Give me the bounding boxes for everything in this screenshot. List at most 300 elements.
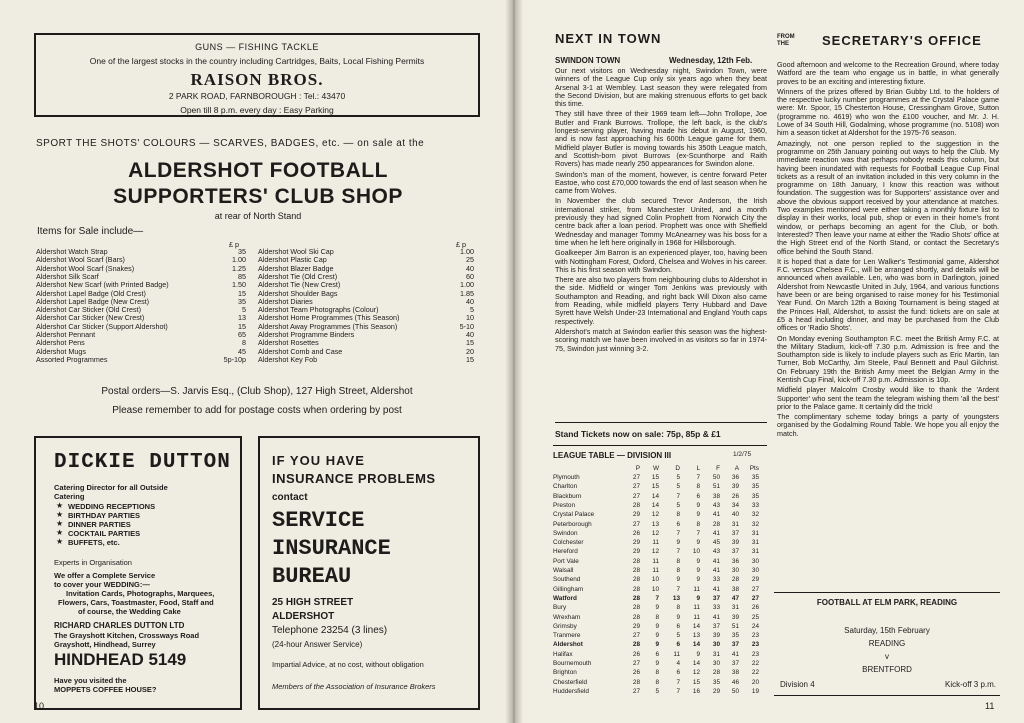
shop-item-name: Aldershot Tie (Old Crest) [258, 271, 338, 281]
table-cell: 29 [712, 687, 720, 695]
shop-item-price: 20 [466, 346, 474, 356]
elm-park-title: FOOTBALL AT ELM PARK, READING [816, 598, 958, 607]
dickie-visit-1: Have you visited the [54, 676, 127, 685]
dickie-offer-3: Invitation Cards, Photographs, Marquees, [66, 589, 215, 598]
match-date: Wednesday, 12th Feb. [669, 56, 753, 65]
shop-item-price: 1.00 [460, 280, 474, 290]
table-cell: 37 [712, 622, 720, 630]
shop-title [36, 158, 480, 210]
table-cell: 8 [655, 669, 659, 677]
insurance-town: ALDERSHOT [272, 611, 335, 622]
article-paragraph: Midfield player Malcolm Crosby would like to thank the 'Ardent Supporter' who sent the team the telegram wishing them 'all the best' prior to the Palace game. It certainly did the trick! [777, 385, 999, 411]
from-label: FROM [777, 34, 795, 40]
table-cell: 7 [655, 594, 659, 602]
shop-item-price: 15 [238, 288, 246, 298]
table-team: Plymouth [553, 474, 580, 481]
table-cell: 39 [731, 483, 739, 491]
shop-item-price: 1.00 [460, 247, 474, 256]
dickie-service: WEDDING RECEPTIONS [68, 502, 156, 511]
shop-item-name: Aldershot Away Programmes (This Season) [258, 321, 398, 331]
star-icon: ★ [56, 528, 64, 537]
table-cell: 9 [696, 567, 700, 574]
table-cell: 14 [651, 492, 659, 500]
table-cell: 38 [731, 585, 739, 593]
table-cell: 37 [731, 548, 739, 556]
table-cell: 13 [651, 520, 659, 528]
table-cell: 33 [712, 576, 720, 584]
advert-address: 2 PARK ROAD, FARNBOROUGH : Tel.: 43470 [168, 91, 346, 101]
table-cell: 4 [676, 660, 680, 667]
table-cell: 47 [731, 594, 739, 602]
table-cell: 28 [712, 520, 720, 528]
table-cell: 11 [652, 539, 659, 547]
dickie-address-2: Grayshott, Hindhead, Surrey [54, 640, 156, 649]
table-cell: 15 [651, 483, 659, 491]
table-team: Huddersfield [553, 687, 589, 695]
table-cell: 27 [632, 483, 640, 491]
raison-bros-advert [34, 33, 480, 117]
table-cell: 23 [751, 641, 759, 649]
table-cell: 28 [632, 501, 640, 509]
table-cell: 51 [731, 622, 739, 630]
table-cell: 14 [692, 660, 700, 667]
price-header-left: £ p [229, 240, 239, 249]
article-paragraph: They still have three of their 1969 team left—John Trollope, Joe Butler and Frank Burrows. Trollope, the left back, is the club's longest-serving player, having made his debut in August, 1960, and is now fast approaching his 600th League game for them. Midfield player Butler is moving towards his 350th League match, and Scottish-born pivot Burrows (ex-Scunthorpe and Raith Rovers) has made nearly 250 appearances for Swindon alone. [555, 109, 767, 169]
dickie-subtitle-1: Catering Director for all Outside [54, 483, 168, 492]
table-cell: 35 [751, 474, 759, 481]
table-cell: 35 [712, 678, 720, 686]
table-cell: 8 [696, 483, 700, 491]
table-team: Wrexham [553, 613, 581, 621]
table-cell: 7 [676, 678, 680, 686]
elm-park-division: Division 4 [780, 680, 815, 689]
table-cell: 33 [712, 604, 720, 612]
table-cell: 50 [712, 474, 720, 481]
table-cell: 29 [632, 548, 640, 556]
table-cell: 41 [712, 557, 720, 565]
table-cell: 30 [751, 557, 759, 565]
table-header: Pts [749, 465, 759, 472]
table-cell: 30 [712, 660, 720, 667]
insurance-advice: Impartial Advice, at no cost, without obligation [272, 660, 424, 669]
table-cell: 6 [676, 641, 680, 649]
table-team: Charlton [553, 483, 578, 491]
shop-item-name: Aldershot New Scarf (with Printed Badge) [36, 280, 169, 290]
table-cell: 26 [632, 669, 640, 677]
table-cell: 37 [731, 641, 739, 649]
table-cell: 31 [712, 650, 720, 658]
insurance-name-2: INSURANCE [272, 536, 391, 561]
shop-item-name: Aldershot Watch Strap [36, 247, 108, 256]
shop-item-price: 65 [238, 330, 246, 339]
table-cell: 12 [651, 511, 659, 519]
page-gutter [505, 0, 523, 723]
league-table-date: 1/2/75 [733, 451, 752, 458]
shop-item-name: Aldershot Comb and Case [258, 346, 343, 356]
price-header-right: £ p [456, 240, 466, 249]
table-cell: 5 [676, 474, 680, 481]
table-cell: 9 [696, 576, 700, 584]
insurance-contact: contact [272, 492, 308, 503]
stand-tickets: Stand Tickets now on sale: 75p, 85p & £1 [555, 429, 721, 439]
next-in-town-article [555, 67, 767, 355]
table-cell: 9 [655, 604, 659, 612]
elm-park-vs: v [885, 652, 889, 661]
table-cell: 32 [751, 520, 759, 528]
table-cell: 5 [676, 632, 680, 640]
table-cell: 34 [731, 501, 739, 509]
table-cell: 8 [676, 604, 680, 612]
table-cell: 7 [676, 687, 680, 695]
table-team: Hereford [553, 548, 578, 556]
table-cell: 7 [676, 492, 680, 500]
shop-title-line-1: ALDERSHOT FOOTBALL [128, 159, 388, 182]
shop-item-name: Assorted Programmes [36, 354, 108, 364]
table-cell: 12 [692, 669, 700, 677]
table-cell: 5 [655, 687, 659, 695]
shop-item-price: 40 [466, 263, 474, 273]
match-team: SWINDON TOWN [555, 56, 621, 65]
table-cell: 27 [632, 492, 640, 500]
table-cell: 6 [655, 650, 659, 658]
shop-item-price: 5 [242, 305, 246, 315]
table-cell: 26 [751, 604, 759, 612]
page-number-right: 11 [985, 701, 995, 711]
dickie-dutton-advert [34, 436, 242, 710]
shop-item-price: 5-10 [459, 321, 474, 331]
table-cell: 41 [712, 585, 720, 593]
table-cell: 39 [731, 613, 739, 621]
elm-park-notice [774, 592, 1000, 696]
article-paragraph: Swindon's man of the moment, however, is centre forward Peter Eastoe, who cost £70,000 towards the end of last season when he came from Wolves. [555, 169, 767, 196]
table-cell: 28 [731, 576, 739, 584]
next-in-town-heading: NEXT IN TOWN [555, 31, 662, 46]
shop-item-name: Aldershot Car Sticker (New Crest) [36, 313, 145, 323]
table-cell: 6 [676, 520, 680, 528]
table-cell: 51 [712, 483, 720, 491]
article-paragraph: Goalkeeper Jim Barron is an experienced player, too, having been with Nottingham Forest, Oxford, Chelsea and Wolves in his career. This is his first season with Swindon. [555, 248, 767, 274]
dickie-service: COCKTAIL PARTIES [68, 529, 141, 538]
dickie-service: BUFFETS, etc. [68, 538, 120, 547]
table-cell: 33 [751, 501, 759, 509]
elm-park-date: Saturday, 15th February [844, 626, 930, 635]
shop-item-name: Aldershot Wool Ski Cap [258, 247, 334, 256]
shop-item-name: Aldershot Mugs [36, 346, 86, 356]
table-cell: 12 [651, 529, 659, 537]
table-cell: 37 [731, 529, 739, 537]
table-cell: 8 [676, 511, 680, 519]
shop-item-price: 40 [466, 296, 474, 306]
table-team: Swindon [553, 529, 578, 537]
table-cell: 37 [712, 594, 720, 602]
table-cell: 39 [731, 539, 739, 547]
table-cell: 46 [731, 678, 739, 686]
table-cell: 10 [651, 576, 659, 584]
insurance-line-1: IF YOU HAVE [272, 453, 365, 468]
table-team: Crystal Palace [553, 511, 595, 519]
dickie-company: RICHARD CHARLES DUTTON LTD [54, 621, 185, 630]
dickie-service: DINNER PARTIES [68, 520, 131, 529]
table-team: Preston [553, 501, 576, 509]
table-cell: 41 [712, 613, 720, 621]
shop-item-price: 40 [466, 330, 474, 339]
table-cell: 31 [751, 529, 759, 537]
table-cell: 28 [632, 604, 640, 612]
table-cell: 9 [655, 622, 659, 630]
table-cell: 9 [676, 539, 680, 547]
table-header: W [652, 465, 659, 472]
table-cell: 31 [731, 604, 739, 612]
table-cell: 35 [731, 632, 739, 640]
table-header: F [716, 465, 720, 472]
dickie-address-1: The Grayshott Kitchen, Crossways Road [54, 631, 200, 640]
shop-location: at rear of North Stand [214, 211, 302, 221]
table-cell: 9 [696, 501, 700, 509]
secretary-article [777, 61, 999, 440]
table-cell: 9 [696, 650, 700, 658]
shop-item-name: Aldershot Home Programmes (This Season) [258, 313, 400, 323]
table-cell: 41 [731, 650, 739, 658]
table-cell: 27 [632, 687, 640, 695]
table-team: Peterborough [553, 520, 592, 528]
insurance-street: 25 HIGH STREET [272, 597, 354, 608]
table-cell: 27 [751, 585, 759, 593]
table-cell: 37 [731, 660, 739, 667]
table-cell: 9 [676, 613, 680, 621]
table-cell: 23 [751, 632, 759, 640]
table-header: A [734, 465, 739, 472]
table-cell: 27 [751, 594, 759, 602]
shop-item-price: 15 [238, 321, 246, 331]
shop-item-name: Aldershot Wool Scarf (Bars) [36, 255, 125, 265]
shop-item-price: 35 [238, 247, 246, 256]
dickie-offer-4: Flowers, Cars, Toastmaster, Food, Staff and [58, 598, 214, 607]
table-team: Colchester [553, 539, 584, 547]
table-cell: 26 [632, 529, 640, 537]
dickie-offer-5: of course, the Wedding Cake [78, 607, 181, 616]
shop-item-name: Aldershot Pens [36, 338, 85, 348]
table-cell: 20 [751, 678, 759, 686]
table-cell: 27 [632, 632, 640, 640]
article-paragraph: In November the club secured Trevor Anderson, the Irish international striker, from Manchester United, and a month previously they had signed Colin Prophett from Norwich City the centre back after a loan period. Prophett was once with Sheffield Wednesday and manager Tommy McAnearney was his boss for a time when he left here originally in 1968 for Hillsborough. [555, 196, 767, 247]
table-cell: 10 [692, 548, 700, 556]
shop-item-price: 35 [238, 296, 246, 306]
table-cell: 16 [692, 687, 700, 695]
table-cell: 30 [731, 567, 739, 574]
table-cell: 38 [712, 492, 720, 500]
table-cell: 40 [731, 511, 739, 519]
table-team: Gillingham [553, 585, 584, 593]
table-team: Bournemouth [553, 660, 592, 667]
table-cell: 22 [751, 669, 759, 677]
table-cell: 28 [632, 585, 640, 593]
table-cell: 29 [751, 576, 759, 584]
table-cell: 50 [731, 687, 739, 695]
shop-item-price: 8 [242, 338, 246, 348]
insurance-name-3: BUREAU [272, 564, 352, 589]
table-cell: 9 [655, 660, 659, 667]
table-cell: 30 [751, 567, 759, 574]
postage-note: Please remember to add for postage costs when ordering by post [112, 405, 402, 416]
table-cell: 27 [632, 474, 640, 481]
table-cell: 28 [632, 567, 640, 574]
table-cell: 8 [655, 613, 659, 621]
article-paragraph: Our next visitors on Wednesday night, Swindon Town, were winners of the League Cup only six years ago when they beat Arsenal 3-1 at Wembley. Last season they were relegated from the Second Division, but are making strenuous efforts to get back this time. [555, 66, 767, 109]
shop-item-name: Aldershot Lapel Badge (Old Crest) [36, 288, 146, 298]
table-cell: 36 [731, 474, 739, 481]
table-cell: 23 [751, 650, 759, 658]
league-table-title: LEAGUE TABLE — DIVISION III [553, 451, 672, 460]
table-cell: 31 [751, 548, 759, 556]
table-cell: 31 [731, 520, 739, 528]
shop-item-price: 15 [466, 338, 474, 348]
star-icon: ★ [56, 519, 64, 528]
table-header: P [635, 465, 640, 472]
dickie-phone: HINDHEAD 5149 [54, 650, 187, 669]
table-cell: 30 [712, 641, 720, 649]
table-cell: 45 [712, 539, 720, 547]
shop-title-line-2: SUPPORTERS' CLUB SHOP [113, 185, 403, 208]
table-cell: 11 [673, 650, 680, 658]
shop-item-price: 5 [470, 305, 474, 315]
article-paragraph: Good afternoon and welcome to the Recreation Ground, where today Watford are the team who engage us in battle, in what generally proves to be an exciting and interesting fixture. [777, 60, 999, 86]
table-cell: 29 [632, 539, 640, 547]
shop-item-price: 13 [238, 313, 246, 323]
postal-orders: Postal orders—S. Jarvis Esq., (Club Shop), 127 High Street, Aldershot [101, 386, 413, 397]
shop-item-name: Aldershot Tie (New Crest) [258, 280, 341, 290]
elm-park-home: READING [868, 639, 906, 648]
table-cell: 14 [692, 622, 700, 630]
shop-item-name: Aldershot Silk Scarf [36, 271, 99, 281]
shop-item-name: Aldershot Key Fob [258, 354, 318, 364]
table-cell: 15 [651, 474, 659, 481]
table-cell: 26 [731, 492, 739, 500]
table-cell: 14 [692, 641, 700, 649]
table-cell: 6 [676, 622, 680, 630]
table-cell: 41 [712, 511, 720, 519]
star-icon: ★ [56, 537, 64, 546]
colours-line: SPORT THE SHOTS' COLOURS — SCARVES, BADGES, etc. — on sale at the [36, 138, 425, 149]
advert-brand: RAISON BROS. [190, 70, 324, 89]
table-cell: 7 [676, 529, 680, 537]
table-cell: 35 [751, 492, 759, 500]
table-cell: 39 [712, 632, 720, 640]
divider [553, 445, 767, 446]
table-team: Walsall [553, 567, 574, 574]
table-cell: 13 [672, 594, 680, 602]
table-team: Southend [553, 576, 581, 584]
table-team: Blackburn [553, 492, 582, 500]
table-cell: 5 [676, 501, 680, 509]
star-icon: ★ [56, 510, 64, 519]
table-cell: 27 [632, 520, 640, 528]
table-cell: 28 [632, 576, 640, 584]
shop-item-name: Aldershot Programme Binders [258, 330, 355, 339]
table-cell: 11 [693, 604, 700, 612]
table-team: Bury [553, 604, 567, 612]
shop-item-price: 15 [466, 354, 474, 364]
shop-item-name: Aldershot Car Sticker (Old Crest) [36, 305, 142, 315]
table-cell: 11 [693, 585, 700, 593]
secretary-office-heading: SECRETARY'S OFFICE [822, 33, 982, 48]
article-paragraph: Aldershot's match at Swindon earlier this season was the highest-scoring match we have been involved in as visitors so far in 1974-75, Swindon just winning 3-2. [555, 326, 767, 353]
table-cell: 9 [696, 539, 700, 547]
table-cell: 43 [712, 501, 720, 509]
dickie-title: DICKIE DUTTON [54, 451, 231, 474]
table-team: Halifax [553, 650, 573, 658]
divider [555, 422, 767, 423]
dickie-offer-1: We offer a Complete Service [54, 571, 156, 580]
table-cell: 26 [632, 650, 640, 658]
table-cell: 36 [731, 557, 739, 565]
items-heading: Items for Sale include— [37, 226, 144, 237]
advert-headline: GUNS — FISHING TACKLE [195, 42, 319, 52]
article-paragraph: There are also two players from neighbouring clubs to Aldershot in the side. Midfield or winger Tom Jenkins was previously with Southampton and Reading, and right back Will Dixon also came from Reading, while midfield players Terry Hubbard and Dave Syrett have Welsh Under-23 International and England Youth caps respectively. [555, 275, 767, 326]
table-cell: 9 [676, 576, 680, 584]
table-cell: 7 [696, 474, 700, 481]
table-cell: 35 [751, 483, 759, 491]
shop-item-price: 1.85 [460, 288, 474, 298]
table-header: L [696, 465, 700, 472]
shop-item-price: 85 [238, 271, 246, 281]
elm-park-kickoff: Kick-off 3 p.m. [945, 680, 996, 689]
table-cell: 28 [712, 669, 720, 677]
table-cell: 7 [696, 529, 700, 537]
table-cell: 41 [712, 529, 720, 537]
table-cell: 6 [676, 669, 680, 677]
shop-item-name: Aldershot Pennant [36, 330, 96, 339]
table-cell: 7 [676, 585, 680, 593]
shop-item-price: 1.25 [232, 263, 246, 273]
table-team: Brighton [553, 669, 577, 677]
dickie-service: BIRTHDAY PARTIES [68, 511, 140, 520]
table-cell: 11 [693, 613, 700, 621]
elm-park-away: BRENTFORD [862, 665, 912, 674]
shop-item-name: Aldershot Wool Scarf (Snakes) [36, 263, 135, 273]
advert-stock-line: One of the largest stocks in the country including Cartridges, Baits, Local Fishing Permits [89, 56, 425, 66]
table-cell: 6 [696, 492, 700, 500]
insurance-line-2: INSURANCE PROBLEMS [272, 471, 436, 486]
dickie-subtitle-2: Catering [54, 492, 85, 501]
page-number-left: 10 [34, 701, 45, 711]
insurance-advert [258, 436, 480, 710]
table-cell: 32 [751, 511, 759, 519]
table-cell: 11 [652, 567, 659, 574]
table-cell: 28 [632, 678, 640, 686]
table-cell: 31 [751, 539, 759, 547]
table-cell: 13 [692, 632, 700, 640]
table-cell: 19 [751, 687, 759, 695]
shop-item-name: Aldershot Plastic Cap [258, 255, 327, 265]
insurance-members: Members of the Association of Insurance Brokers [272, 682, 436, 691]
table-team: Tranmere [553, 632, 581, 640]
the-label: THE [777, 41, 789, 47]
article-paragraph: Amazingly, not one person replied to the suggestion in the programme on 25th January pointing out ways to help the Club. My immediate reaction was that perhaps nobody reads this column, but having been inundated with requests for Football League Cup Final tickets as a result of an invitation included in this very column in the programme on 18th January, I know this reaction was without foundation. The suggestion was for Supporters' assistance over and above the obvious support received by your attendance at matches. Two examples mentioned were either taking a monthly fixture list to display in their works, local pub, shop or even in their home's front window, or perhaps becoming an agent for the Club, or both. Interested? Then leave your name at either the 'Radio Shots' office at the High Street end of the North Stand, or contact the Secretary's office behind the South Stand. [777, 138, 999, 256]
shop-item-name: Aldershot Lapel Badge (New Crest) [36, 296, 150, 306]
table-header: D [675, 465, 680, 472]
table-cell: 10 [651, 585, 659, 593]
table-cell: 9 [696, 557, 700, 565]
from-the-label [777, 34, 795, 48]
table-cell: 43 [712, 548, 720, 556]
table-team: Port Vale [553, 557, 579, 565]
table-cell: 27 [632, 660, 640, 667]
table-cell: 28 [632, 641, 640, 649]
table-cell: 14 [651, 501, 659, 509]
shop-item-price: 1.00 [232, 255, 246, 265]
table-cell: 7 [676, 548, 680, 556]
table-cell: 9 [696, 511, 700, 519]
